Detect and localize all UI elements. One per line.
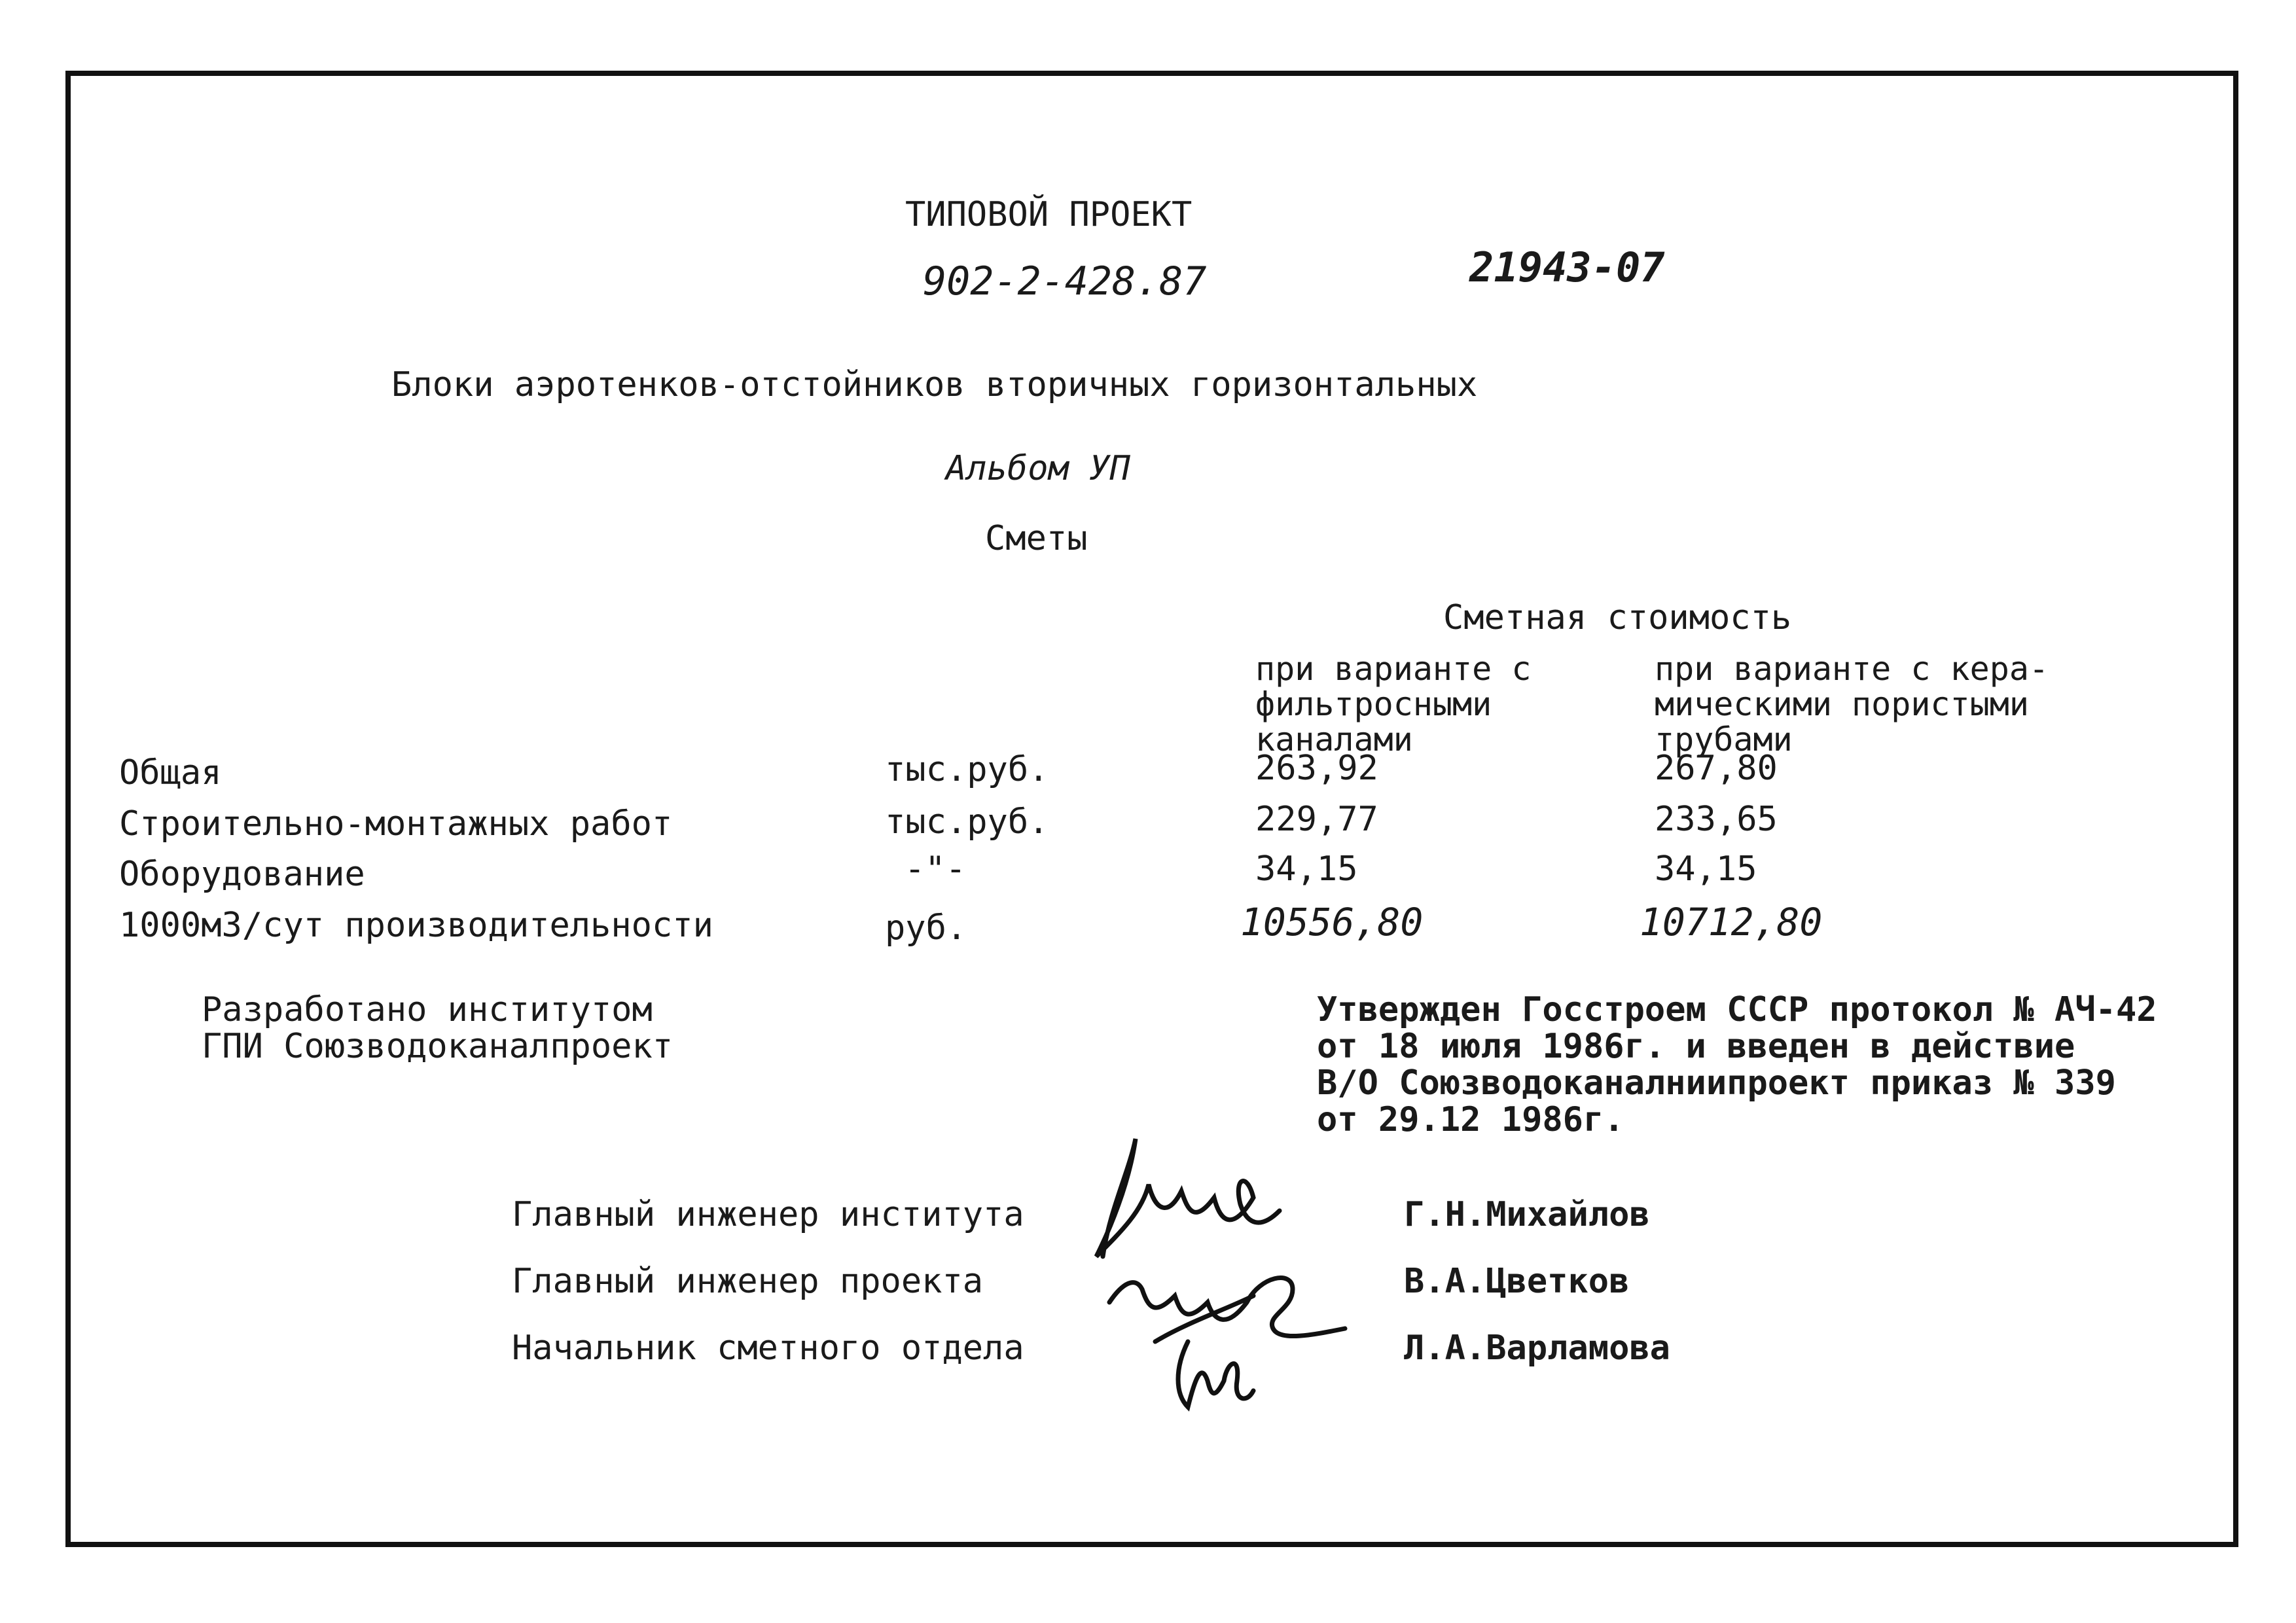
row-unit: тыс.руб.	[885, 750, 1049, 789]
archive-number: 21943-07	[1469, 243, 1665, 291]
column-header-ceramic-pipes: при варианте с кера- мическими пористыми трубами	[1655, 650, 2049, 758]
project-code: 902-2-428.87	[923, 259, 1207, 304]
signatory-position: Начальник сметного отдела	[512, 1329, 1024, 1368]
row-name: Оборудование	[119, 855, 365, 894]
approval-note: Утвержден Госстроем СССР протокол № АЧ-42 от 18 июля 1986г. и введен в действие В/О Союзводоканалниипроект приказ № 339 от 29.12 1986г.	[1317, 990, 2157, 1140]
signature-2	[1109, 1278, 1345, 1342]
album-label: Альбом УП	[946, 449, 1130, 488]
signatory-name: Г.Н.Михайлов	[1404, 1195, 1650, 1234]
row-value-b: 34,15	[1655, 849, 1757, 889]
handwritten-signatures	[1083, 1132, 1365, 1420]
signatory-position: Главный инженер проекта	[512, 1262, 984, 1301]
row-name: Строительно-монтажных работ	[119, 804, 673, 844]
row-unit: руб.	[885, 908, 967, 948]
row-value-b: 10712,80	[1640, 900, 1823, 944]
developer-note: Разработано институтом ГПИ Союзводоканалпроект	[202, 990, 673, 1067]
document-title: Блоки аэротенков-отстойников вторичных горизонтальных	[391, 365, 1478, 404]
signature-3	[1178, 1342, 1253, 1407]
row-value-b: 267,80	[1655, 749, 1778, 788]
row-name: 1000м3/сут производительности	[119, 906, 713, 945]
row-name: Общая	[119, 753, 222, 793]
doc-type-label: ТИПОВОЙ ПРОЕКТ	[905, 195, 1193, 234]
cost-group-header: Сметная стоимость	[1443, 598, 1792, 637]
row-unit: тыс.руб.	[885, 802, 1049, 842]
row-unit: -"-	[905, 849, 966, 889]
column-header-filter-channels: при варианте с фильтросными каналами	[1255, 650, 1532, 758]
row-value-a: 10556,80	[1240, 900, 1424, 944]
signatory-name: В.А.Цветков	[1404, 1262, 1630, 1301]
row-value-a: 34,15	[1255, 849, 1358, 889]
row-value-a: 263,92	[1255, 749, 1378, 788]
row-value-b: 233,65	[1655, 800, 1778, 839]
row-value-a: 229,77	[1255, 800, 1378, 839]
signature-1	[1096, 1139, 1280, 1257]
section-label: Сметы	[985, 519, 1088, 558]
signatory-position: Главный инженер института	[512, 1195, 1024, 1234]
signatory-name: Л.А.Варламова	[1404, 1329, 1670, 1368]
